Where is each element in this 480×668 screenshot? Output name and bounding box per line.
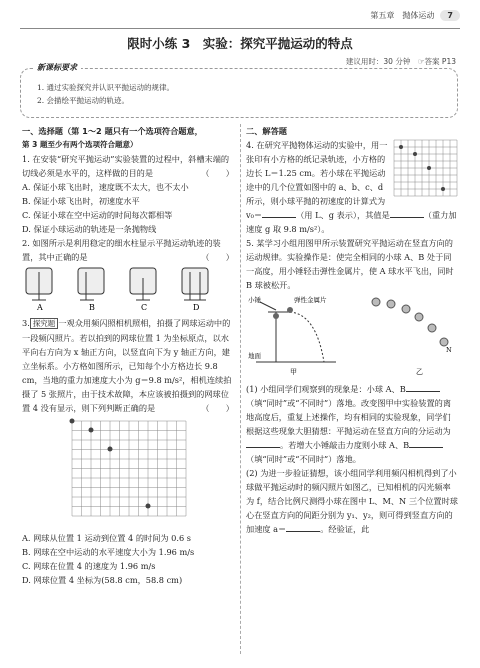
trajectory-point xyxy=(441,187,445,191)
flash-photo-ball xyxy=(415,313,423,321)
question-4: 4. 在研究平抛物体运动的实验中，用一张印有小方格的纸记录轨迹，小方格的边长 L＝1.25 cm。若小球在平抛运动途中的几个位置如图中的 a、b、c、d 所示，则小球平抛的初速度的计算式为 v₀＝ （用 L、g 表示），其值是 （重力加速度 g 取 9.8 m/s²）。 xyxy=(246,140,457,234)
q3-tag: 探究题 xyxy=(30,318,59,329)
section-note: 第 3 题至少有两个选项符合题意） xyxy=(22,140,138,149)
trajectory-point xyxy=(413,152,417,156)
svg-text:N: N xyxy=(446,346,452,354)
svg-text:乙: 乙 xyxy=(416,368,423,376)
question-5: 5. 某学习小组用图甲所示装置研究平抛运动在竖直方向的运动规律。实验操作是：使完全相同的小球 A、B 处于同一高度，用小锤轻击弹性金属片，使 A 球水平飞出，同时 B 球被松开。 xyxy=(246,238,454,290)
requirements-box xyxy=(20,63,458,118)
svg-text:地面: 地面 xyxy=(248,352,261,360)
flash-photo-ball xyxy=(428,324,436,332)
svg-text:小锤: 小锤 xyxy=(248,296,261,304)
requirements-title: 新课标要求 xyxy=(33,62,81,73)
q1-option-a: A. 保证小球飞出时，速度既不太大，也不太小 xyxy=(22,182,189,192)
q2-label-d: D xyxy=(193,303,200,312)
header-rule xyxy=(20,28,460,29)
flash-photo-ball xyxy=(387,300,395,308)
q5-blank-2[interactable] xyxy=(246,438,280,448)
page-header xyxy=(370,10,460,21)
q5-blank-3[interactable] xyxy=(409,438,443,448)
section-heading-2: 二、解答题 xyxy=(246,126,287,136)
flash-photo-ball xyxy=(440,338,448,346)
q5-figure xyxy=(246,292,458,378)
time-info: 建议用时：30 分钟 ☞答案 P13 xyxy=(345,57,456,66)
q1-option-b: B. 保证小球飞出时，初速度水平 xyxy=(22,196,140,206)
q4-blank-2[interactable] xyxy=(390,208,424,218)
trajectory-point xyxy=(427,166,431,170)
q3-option-d: D. 网球位置 4 坐标为(58.8 cm，58.8 cm) xyxy=(22,575,183,585)
ball-position xyxy=(146,504,151,509)
question-3: 3. 探究题 一观众用频闪照相机照相，拍摄了网球运动中的一段频闪照片。若以拍到的网球位置 1 为坐标原点，以水平向右方向为 x 轴正方向，以竖直向下为 y 轴正方向，建立坐标系。小方格如图所示，已知每个小方格边长 9.8 cm，当地的重力加速度大小为 g＝9.8 m/s²，相机连续拍摄了 5 张照片，由于技术故障，本应该被拍摄到的网球位置 4 没有显示，则下列判断正确的是 （ ） xyxy=(22,318,234,413)
svg-text:甲: 甲 xyxy=(290,368,297,376)
q5-part-2: (2) 为进一步验证猜想，该小组同学利用频闪相机得到了小球做平抛运动时的频闪照片如图乙，已知相机的闪光频率为 f，结合比例尺测得小球在图中 L、M、N 三个位置时球心在竖直方向的间距分别为 y₁、y₂，则可得到竖直方向的加速度 a＝ 。经验证，此 xyxy=(246,468,458,534)
requirement-item: 2. 会描绘平抛运动的轨迹。 xyxy=(37,96,130,105)
q2-label-a: A xyxy=(37,303,43,312)
section-heading: 一、选择题（第 1～2 题只有一个选项符合题意， xyxy=(22,126,203,136)
trajectory-point xyxy=(399,145,403,149)
q3-option-a: A. 网球从位置 1 运动到位置 4 的时间为 0.6 s xyxy=(22,533,191,543)
question-2: 2. 如图所示是利用稳定的细水柱显示平抛运动轨迹的装置，其中正确的是 （ ） xyxy=(22,238,234,262)
left-column xyxy=(22,124,234,587)
ball-position xyxy=(108,447,113,452)
right-column xyxy=(246,124,458,536)
requirement-item: 1. 通过实验探究并认识平抛运动的规律。 xyxy=(37,83,175,92)
q2-apparatus-figure xyxy=(22,264,234,312)
q1-option-d: D. 保证小球运动的轨迹是一条抛物线 xyxy=(22,224,157,234)
q1-option-c: C. 保证小球在空中运动的时间每次都相等 xyxy=(22,210,173,220)
page-title: 限时小练 3 实验：探究平抛运动的特点 xyxy=(127,36,353,51)
q5-blank-1[interactable] xyxy=(406,382,440,392)
flash-photo-ball xyxy=(402,305,410,313)
chapter-label: 第五章 抛体运动 xyxy=(370,11,435,20)
q2-label-b: B xyxy=(89,303,95,312)
page-number: 7 xyxy=(440,10,460,21)
column-divider xyxy=(240,124,241,654)
q5-blank-4[interactable] xyxy=(286,522,320,532)
q4-blank-1[interactable] xyxy=(262,208,296,218)
q4-grid-figure xyxy=(392,138,458,200)
q3-grid-figure xyxy=(22,415,234,527)
q3-option-b: B. 网球在空中运动的水平速度大小为 1.96 m/s xyxy=(22,547,195,557)
q2-label-c: C xyxy=(141,303,148,312)
ball-position xyxy=(70,419,75,424)
question-1: 1. 在安装“研究平抛运动”实验装置的过程中，斜槽末端的切线必须是水平的，这样做的目的是 （ ） xyxy=(22,154,234,178)
flash-photo-ball xyxy=(372,298,380,306)
svg-text:弹性金属片: 弹性金属片 xyxy=(294,296,327,304)
ball-position xyxy=(89,428,94,433)
q3-option-c: C. 网球在位置 4 的速度为 1.96 m/s xyxy=(22,561,156,571)
q5-part-1: (1) 小组同学们观察到的现象是：小球 A、B（填“同时”或“不同时”）落地。改变图甲中实验装置的离地高度后，重复上述操作，均有相同的实验现象，同学们根据这些现象大胆猜想：平抛运动在竖直方向的分运动为。若增大小锤敲击力度则小球 A、B（填“同时”或“不同时”）落地。 xyxy=(246,384,452,464)
